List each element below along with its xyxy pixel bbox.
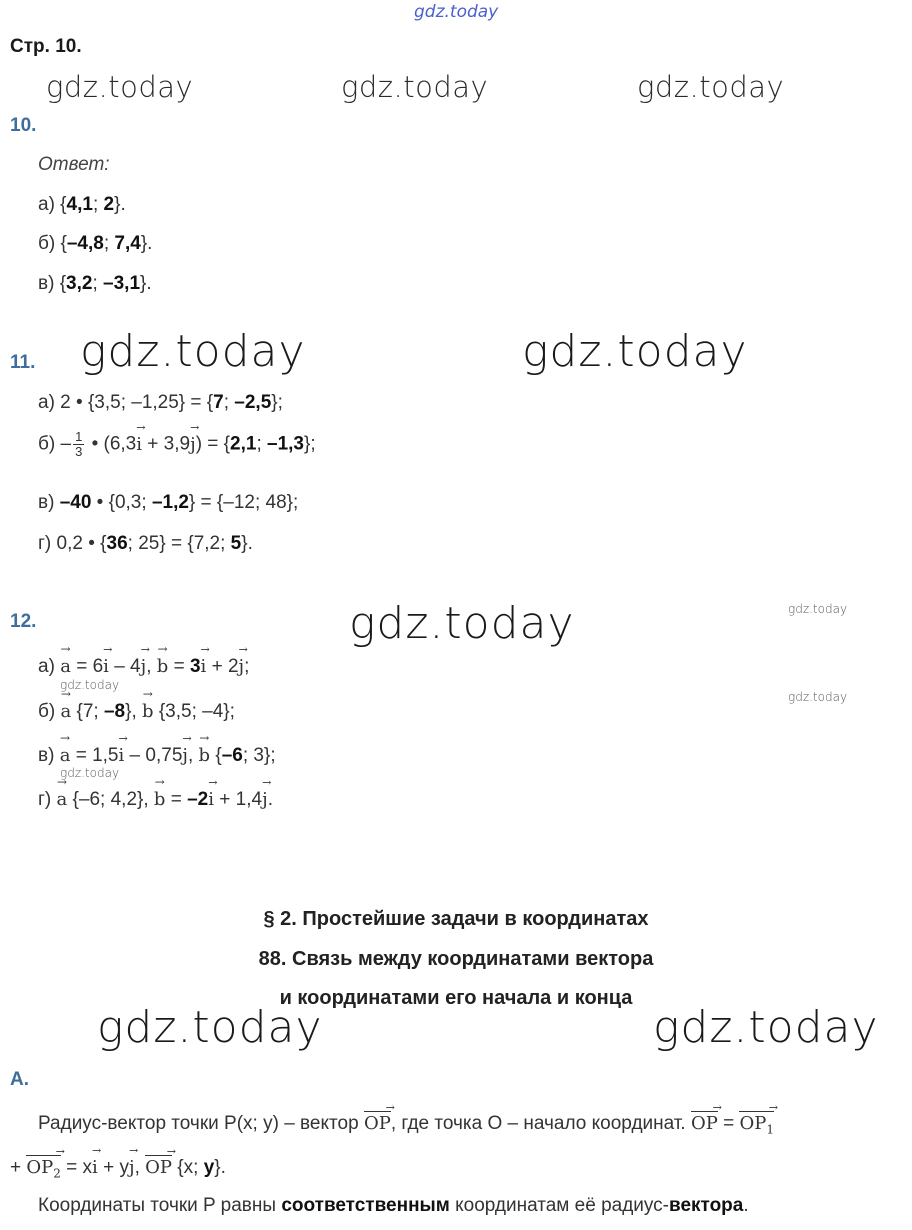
watermark: gdz.today <box>349 598 575 649</box>
answer-line-d: г) → a {–6; 4,2}, → b = –2→ i + 1,4→ j. <box>38 789 273 811</box>
part-label: А. <box>10 1069 29 1090</box>
watermark: gdz.today <box>80 326 306 377</box>
answer-line-c: в) –40 • {0,3; –1,2} = {–12; 48}; <box>38 492 299 513</box>
problem-number: 11. <box>10 352 36 373</box>
answer-line-a: а) → a = 6→ i – 4→ j, → b = 3→ i + 2→ j; <box>38 656 249 678</box>
paragraph-line: + $OP_2$ → = x→ i + y→ j, OP → {x; y}. <box>10 1155 226 1181</box>
paragraph-line: Координаты точки P равны соответственным координатам её радиус-вектора. <box>38 1195 749 1216</box>
section-subtitle: 88. Связь между координатами вектора <box>258 948 654 970</box>
answer-line-b: б) – $\frac{1}{3}$ • (6,3→ i + 3,9→ j) = {2,1; –1,3}; <box>38 430 316 459</box>
watermark: gdz.today <box>653 1002 879 1053</box>
watermark: gdz.today <box>60 678 120 692</box>
problem-number: 12. <box>10 611 37 632</box>
problem-number: 10. <box>10 115 37 136</box>
paragraph-line: Радиус-вектор точки P(x; y) – вектор OP →, где точка O – начало координат. OP → = $OP_1$ → <box>38 1111 774 1137</box>
watermark: gdz.today <box>60 766 120 780</box>
section-subtitle: и координатами его начала и конца <box>279 987 633 1009</box>
answer-line-b: б) → a {7; –8}, → b {3,5; –4}; <box>38 701 235 723</box>
answer-line-a: а) {4,1; 2}. <box>38 194 126 215</box>
watermark: gdz.today <box>97 1002 323 1053</box>
section-title: § 2. Простейшие задачи в координатах <box>263 908 649 930</box>
answer-line-a: а) 2 • {3,5; –1,25} = {7; –2,5}; <box>38 392 283 413</box>
answer-line-c: в) → a = 1,5→ i – 0,75→ j, → b {–6; 3}; <box>38 745 276 767</box>
fraction: $\frac{1}{3}$ <box>75 429 83 459</box>
answer-line-b: б) {–4,8; 7,4}. <box>38 233 153 254</box>
page-label: Стр. 10. <box>10 36 82 57</box>
watermark: gdz.today <box>46 70 194 104</box>
watermark-top: gdz.today <box>414 2 499 22</box>
watermark: gdz.today <box>788 602 848 616</box>
watermark: gdz.today <box>637 70 785 104</box>
watermark: gdz.today <box>341 70 489 104</box>
answer-line-d: г) 0,2 • {36; 25} = {7,2; 5}. <box>38 533 253 554</box>
watermark: gdz.today <box>522 326 748 377</box>
watermark: gdz.today <box>788 690 848 704</box>
answer-label: Ответ: <box>38 154 110 175</box>
answer-line-c: в) {3,2; –3,1}. <box>38 273 152 294</box>
